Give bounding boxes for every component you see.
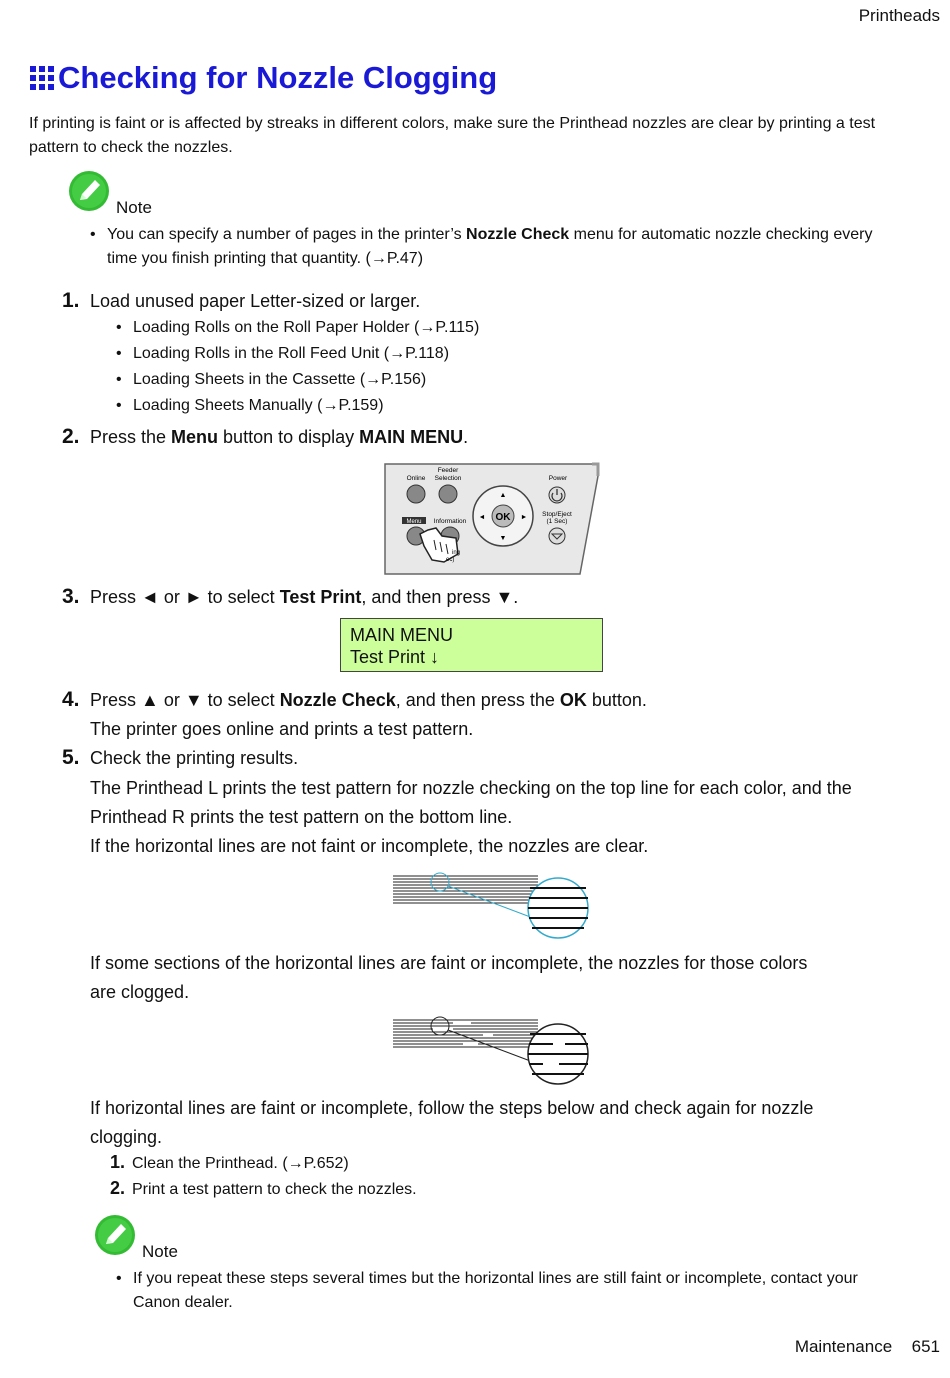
step-text: Press ◄ or ► to select Test Print, and then press ▼. xyxy=(90,587,519,607)
note-label: Note xyxy=(116,198,152,217)
running-header: Printheads xyxy=(858,6,940,25)
svg-text:(1 Sec): (1 Sec) xyxy=(546,518,568,525)
svg-text:▲: ▲ xyxy=(499,492,507,499)
list-item: • Loading Sheets Manually (→P.159) xyxy=(116,394,384,418)
sub-step-text: Clean the Printhead. (→P.652) xyxy=(132,1155,349,1172)
intro-paragraph: If printing is faint or is affected by streaks in different colors, make sure the Printhead nozzles are clear by printing a test pattern to check the nozzles. xyxy=(29,115,876,156)
information-label: Information xyxy=(433,518,467,525)
svg-text:◄: ◄ xyxy=(478,514,486,521)
note-bullet xyxy=(116,1267,896,1315)
online-label: Online xyxy=(406,475,426,482)
power-label: Power xyxy=(548,475,568,482)
page-number: 651 xyxy=(911,1337,940,1356)
step-text: Load unused paper Letter-sized or larger. xyxy=(90,291,421,311)
svg-text:Selection: Selection xyxy=(434,475,462,482)
step-number: 4. xyxy=(62,688,80,711)
clean-pattern-illustration xyxy=(393,870,591,942)
step-detail: If the horizontal lines are not faint or incomplete, the nozzles are clear. xyxy=(90,836,649,856)
note-label: Note xyxy=(142,1242,178,1261)
sub-step-text: Print a test pattern to check the nozzles. xyxy=(132,1181,417,1198)
pencil-note-icon xyxy=(94,1214,136,1256)
step-detail: If horizontal lines are faint or incomplete, follow the steps below and check again for nozzle xyxy=(90,1098,814,1118)
step-detail: The Printhead L prints the test pattern for nozzle checking on the top line for each color, and the xyxy=(90,778,852,798)
lcd-display xyxy=(340,618,603,672)
svg-text:Feeder: Feeder xyxy=(437,467,459,474)
step-number: 1. xyxy=(62,289,80,312)
page-footer xyxy=(795,1337,940,1357)
step-number: 2. xyxy=(62,425,80,448)
bullet-icon: • xyxy=(116,397,122,414)
grid-icon xyxy=(30,66,54,90)
svg-text:ing: ing xyxy=(452,550,461,556)
bullet-icon: • xyxy=(116,371,122,388)
step-detail: are clogged. xyxy=(90,982,190,1002)
bullet-icon: • xyxy=(116,1270,122,1287)
step-detail: If some sections of the horizontal lines are faint or incomplete, the nozzles for those colors xyxy=(90,953,808,973)
step-detail: The printer goes online and prints a test pattern. xyxy=(90,719,474,739)
page-title: Checking for Nozzle Clogging xyxy=(58,60,498,95)
footer-section: Maintenance xyxy=(794,1337,893,1356)
bullet-icon: • xyxy=(116,345,122,362)
clogged-pattern-illustration xyxy=(393,1014,591,1088)
step-number: 5. xyxy=(62,746,80,769)
pencil-note-icon xyxy=(68,170,110,212)
step-text: Check the printing results. xyxy=(90,748,299,768)
note-text: You can specify a number of pages in the printer’s Nozzle Check menu for automatic nozzle checking every time you finish printing that quantity. (→P.47) xyxy=(107,226,873,267)
note-bullet xyxy=(90,223,890,271)
ok-label: OK xyxy=(495,512,511,523)
bullet-icon: • xyxy=(90,226,96,243)
menu-label: Menu xyxy=(406,519,422,525)
step-text: Press ▲ or ▼ to select Nozzle Check, and then press the OK button. xyxy=(90,690,647,710)
bullet-icon: • xyxy=(116,319,122,336)
lcd-line-2: Test Print ↓ xyxy=(350,647,440,667)
sub-step-number: 2. xyxy=(110,1178,126,1198)
note-text: If you repeat these steps several times but the horizontal lines are still faint or incomplete, contact your Canon dealer. xyxy=(133,1270,858,1311)
step-detail: clogging. xyxy=(90,1127,163,1147)
stop-eject-label: Stop/Eject xyxy=(542,511,572,518)
step-detail: Printhead R prints the test pattern on the bottom line. xyxy=(90,807,513,827)
list-item: • Loading Sheets in the Cassette (→P.156) xyxy=(116,368,426,392)
svg-text:ec): ec) xyxy=(446,557,455,563)
sub-step-number: 1. xyxy=(110,1152,126,1172)
list-item: • Loading Rolls in the Roll Feed Unit (→P.118) xyxy=(116,342,449,366)
step-text: Press the Menu button to display MAIN MENU. xyxy=(90,427,469,447)
lcd-line-1: MAIN MENU xyxy=(350,625,453,645)
list-item: • Loading Rolls on the Roll Paper Holder (→P.115) xyxy=(116,316,479,340)
svg-text:►: ► xyxy=(520,514,528,521)
step-number: 3. xyxy=(62,585,80,608)
control-panel-illustration xyxy=(384,462,602,578)
svg-text:▼: ▼ xyxy=(499,535,507,542)
